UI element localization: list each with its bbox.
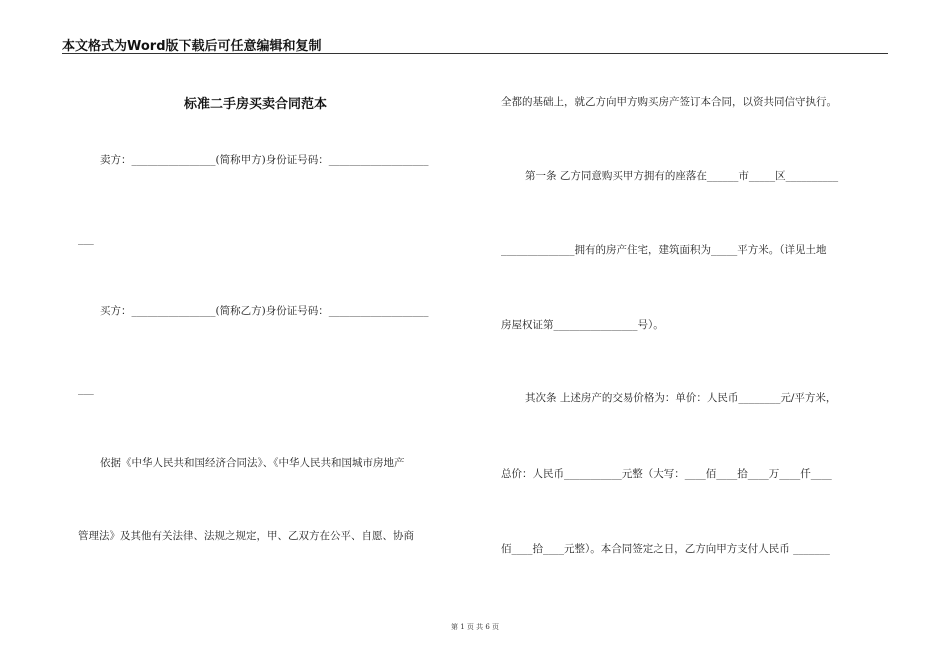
buyer-line: 买方：________________(简称乙方)身份证号码：___________________ — [100, 305, 429, 317]
intro-line: 全都的基础上，就乙方向甲方购买房产签订本合同，以资共同信守执行。 — [501, 96, 837, 108]
article-2-line-3: 佰____拾____元整）。本合同签定之日，乙方向甲方支付人民币 _______ — [501, 543, 830, 555]
seller-line: 卖方：________________(简称甲方)身份证号码：___________________ — [100, 154, 429, 166]
document-title: 标准二手房买卖合同范本 — [184, 97, 328, 112]
article-1-line-3: 房屋权证第________________号）。 — [501, 319, 664, 331]
page-header — [62, 33, 888, 54]
buyer-line-continuation: ___ — [78, 383, 94, 395]
legal-basis-line-1: 依据《中华人民共和国经济合同法》、《中华人民共和国城市房地产 — [100, 457, 405, 469]
article-1-line-1: 第一条 乙方同意购买甲方拥有的座落在______市_____区__________ — [525, 170, 839, 182]
seller-line-continuation: ___ — [78, 233, 94, 245]
article-1-line-2: ______________拥有的房产住宅，建筑面积为_____平方米。（详见土地 — [501, 244, 827, 256]
page-number: 第 1 页 共 6 页 — [450, 623, 500, 631]
legal-basis-line-2: 管理法》及其他有关法律、法规之规定，甲、乙双方在公平、自愿、协商 — [78, 530, 414, 542]
article-2-line-2: 总价：人民币___________元整（大写：____佰____拾____万____仟____ — [501, 468, 832, 480]
header-text: 本文格式为Word版下载后可任意编辑和复制 — [62, 39, 322, 54]
article-2-line-1: 其次条 上述房产的交易价格为：单价：人民币________元/平方米， — [525, 392, 837, 404]
